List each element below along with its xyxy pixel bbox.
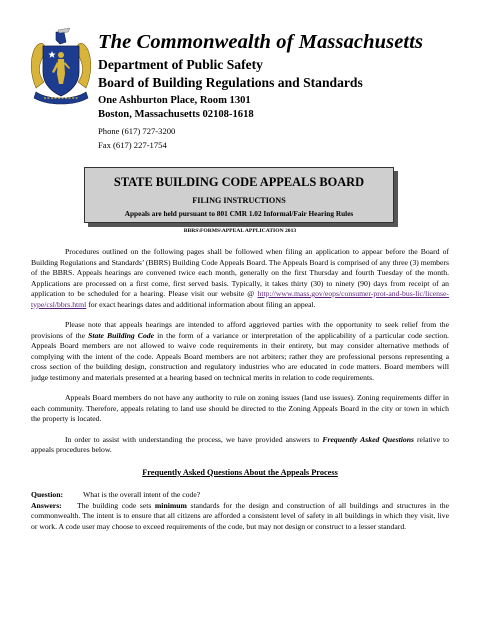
faq-question: [31, 490, 449, 501]
paragraph-text: Please note that appeals hearings are intended to afford aggrieved parties with the opportunity to seek relief from the provisions of the: [31, 320, 449, 340]
paragraph-procedures: [31, 247, 449, 310]
banner-subtitle: FILING INSTRUCTIONS: [192, 196, 286, 205]
title-banner: [84, 167, 394, 223]
paragraph-text: in the form of a variance or interpretation of the applicability of a particular code section. Appeals Board members are not allowed to waive code requirements in their entirety, but may consider alternative methods of complying with the intent of the code. Appeals Board members are not arbiters; rather they are professional persons representing a cross section of the building design, construction and regulatory industries who are educated in code matters. Board members will judge testimony and materials presented at a hearing based on technical merits in relation to code requirements.: [31, 330, 449, 382]
paragraph-intent: [31, 320, 449, 383]
bbrs-website-link[interactable]: http://www.mass.gov/eops/consumer-prot-and-bus-lic/license-type/csl/bbrs.html: [31, 289, 449, 309]
phone-number: Phone (617) 727-3200: [98, 126, 176, 136]
faq-answer: [31, 501, 449, 533]
document-body: [31, 247, 449, 532]
emphasis-text: State Building Code: [88, 330, 155, 340]
letterhead: [98, 30, 470, 152]
paragraph-zoning: Appeals Board members do not have any authority to rule on zoning issues (land use issues). Zoning requirements differ in each community. Therefore, appeals relating to land use should be directed to the Zoning Appeals Board in the city or town in which the property is located.: [31, 393, 449, 423]
question-text: What is the overall intent of the code?: [83, 490, 201, 499]
paragraph-text: In order to assist with understanding the process, we have provided answers to: [65, 434, 323, 444]
answer-label: Answers:: [31, 500, 62, 510]
address-line-1: One Ashburton Place, Room 1301: [98, 95, 251, 106]
board-name: Board of Building Regulations and Standards: [98, 75, 363, 90]
paragraph-text: for exact hearings dates and additional information about filing an appeal.: [86, 299, 316, 309]
banner-box: [84, 167, 394, 223]
emphasis-text: Frequently Asked Questions: [322, 434, 414, 444]
faq-heading: Frequently Asked Questions About the Appeals Process: [142, 467, 338, 477]
address-line-2: Boston, Massachusetts 02108-1618: [98, 109, 254, 120]
commonwealth-title: The Commonwealth of Massachusetts: [98, 31, 424, 53]
emphasis-text: minimum: [154, 500, 187, 510]
question-label: Question:: [31, 490, 64, 499]
paragraph-faq-intro: [31, 435, 449, 456]
banner-title: STATE BUILDING CODE APPEALS BOARD: [113, 175, 365, 189]
answer-text: The building code sets: [77, 500, 155, 510]
answer-text: standards for the design and construction of all buildings and structures in the commonwealth. The intent is to ensure that all citizens are afforded a consistent level of safety in all buildings in which they visit, live or work. A code user may choose to exceed requirements of the code, but may not design or construct to a lesser standard.: [31, 500, 449, 531]
paragraph-text: Procedures outlined on the following pages shall be followed when filing an application to appear before the Board of Building Regulations and Standards’ (BBRS) Building Code Appeals Board. The Appeals Board is comprised of any three (3) members of the BBRS. Appeals hearings are convened twice each month, generally on the first Thursday and fourth Tuesday of the month. Applications are processed on a first come, first served basis. Typically, it takes thirty (30) to ninety (90) days from receipt of an application to be scheduled for a hearing. Please visit our website @: [31, 247, 449, 298]
banner-note: Appeals are held pursuant to 801 CMR 1.02 Informal/Fair Hearing Rules: [124, 209, 354, 218]
fax-number: Fax (617) 227-1754: [98, 140, 167, 150]
department-name: Department of Public Safety: [98, 57, 263, 72]
state-seal-icon: [30, 28, 92, 106]
paragraph-text: relative to appeals procedures below.: [31, 434, 449, 454]
form-reference: BBRS\FORMS\APPEAL APPLICATION 2013: [183, 228, 297, 234]
